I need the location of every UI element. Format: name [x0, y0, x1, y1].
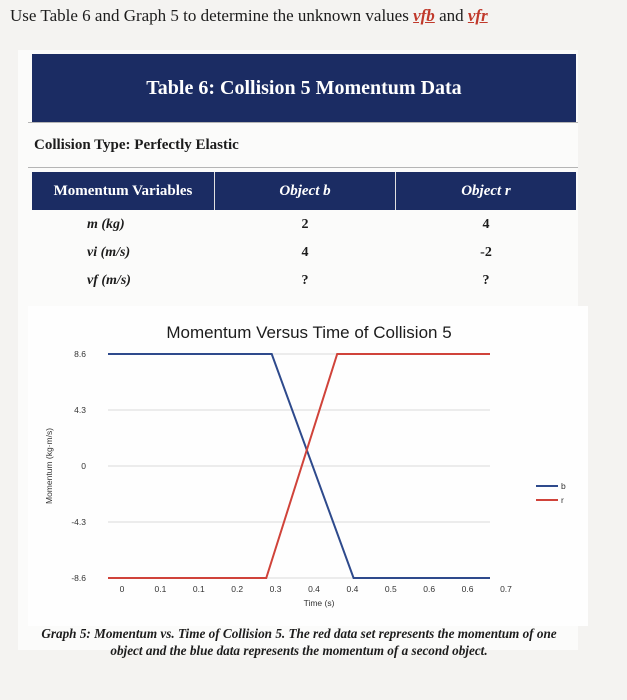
row-value-r: ?	[482, 273, 490, 288]
legend-label-r: r	[561, 495, 564, 505]
chart-title: Momentum Versus Time of Collision 5	[166, 323, 452, 342]
row-label: vf (m/s)	[87, 273, 131, 288]
x-tick-label: 0.2	[231, 584, 244, 594]
row-label: vi (m/s)	[87, 245, 131, 260]
instruction-var-vfb: vfb	[413, 6, 435, 25]
row-value-b: 2	[301, 217, 309, 232]
x-tick-label: 0.1	[154, 584, 167, 594]
row-label: m (kg)	[87, 217, 125, 232]
y-axis-label: Momentum (kg·m/s)	[44, 427, 54, 505]
y-tick-label: 0	[81, 461, 86, 471]
instruction-and: and	[439, 6, 464, 25]
y-tick-label: 4.3	[74, 405, 86, 415]
header-object-b: Object b	[215, 172, 396, 210]
row-value-r: 4	[482, 217, 490, 232]
x-tick-label: 0.4	[346, 584, 359, 594]
x-tick-label: 0.5	[384, 584, 397, 594]
chart-container	[28, 306, 588, 626]
table-title: Table 6: Collision 5 Momentum Data	[32, 54, 576, 122]
instruction-text: Use Table 6 and Graph 5 to determine the unknown values	[10, 6, 409, 25]
x-tick-label: 0.1	[192, 584, 205, 594]
graph-caption: Graph 5: Momentum vs. Time of Collision 5. The red data set represents the momentum of one object and the blue data represents the momentum of a second object.	[41, 626, 557, 658]
x-tick-label: 0	[119, 584, 125, 594]
x-axis-label: Time (s)	[303, 598, 335, 608]
y-tick-label: -8.6	[71, 573, 86, 583]
instruction-var-vfr: vfr	[467, 6, 488, 25]
instruction-line	[10, 6, 488, 26]
x-tick-label: 0.6	[423, 584, 436, 594]
x-tick-label: 0.3	[269, 584, 282, 594]
row-value-b: 4	[301, 245, 309, 260]
momentum-chart	[28, 306, 588, 626]
header-momentum-variables: Momentum Variables	[32, 172, 215, 210]
collision-type: Collision Type: Perfectly Elastic	[28, 122, 578, 168]
header-object-r: Object r	[461, 182, 511, 199]
x-tick-label: 0.7	[500, 584, 512, 594]
x-tick-label: 0.4	[308, 584, 320, 594]
table-row	[32, 268, 576, 294]
x-tick-label: 0.6	[461, 584, 474, 594]
row-value-r: -2	[480, 245, 492, 260]
legend-label-b: b	[561, 481, 566, 491]
row-value-b: ?	[301, 273, 309, 288]
table-header	[32, 172, 576, 210]
y-tick-label: 8.6	[74, 349, 86, 359]
table-row	[32, 212, 576, 238]
y-tick-label: -4.3	[71, 517, 86, 527]
table-row	[32, 240, 576, 266]
